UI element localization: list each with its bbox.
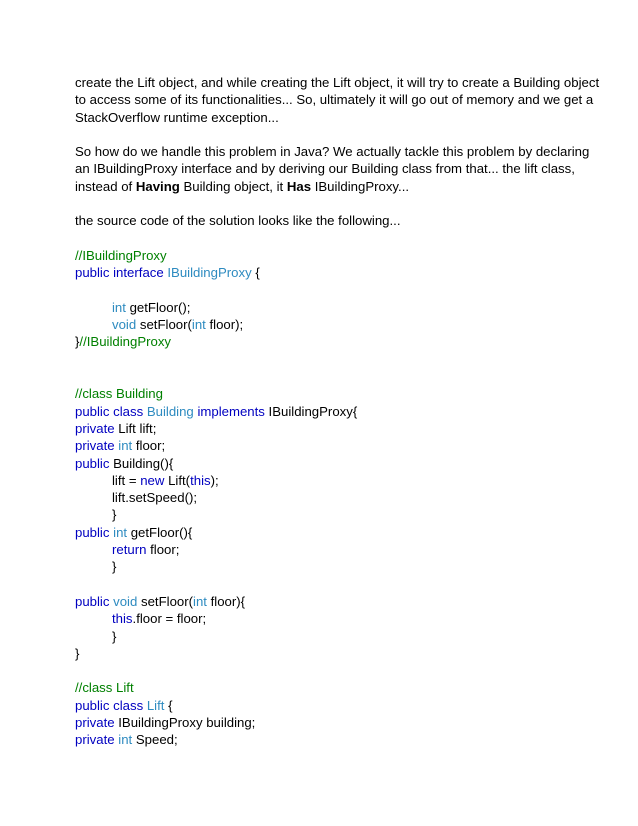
code-line: } [75, 645, 80, 661]
text-line [75, 178, 595, 195]
code-line: lift.setSpeed(); [112, 490, 198, 506]
code-comment: //class Lift [75, 680, 134, 696]
code-line [75, 714, 595, 731]
type-name: Building [146, 403, 194, 419]
code-comment: //IBuildingProxy [79, 334, 172, 350]
code-text: } [75, 334, 80, 350]
code-line [75, 455, 595, 472]
keyword: public class [75, 697, 147, 713]
text-span: Building object, it [179, 178, 287, 194]
code-text: Building(){ [109, 455, 174, 471]
code-block-lift [75, 679, 595, 748]
text-line: create the Lift object, and while creating the Lift object, it will try to create a Building object [75, 75, 600, 90]
code-text: floor); [205, 317, 244, 333]
code-text: getFloor(); [125, 299, 191, 315]
keyword: public class [75, 403, 147, 419]
type-name: int [114, 732, 133, 748]
code-line [75, 524, 595, 541]
code-text: getFloor(){ [127, 524, 193, 540]
keyword: return [112, 542, 147, 558]
keyword: implements [193, 403, 269, 419]
code-text: Speed; [132, 732, 178, 748]
keyword: this [112, 611, 133, 627]
code-text: IBuildingProxy building; [114, 714, 256, 730]
keyword: public [75, 593, 110, 609]
code-line [75, 333, 595, 350]
text-span: instead of [75, 178, 136, 194]
type-name: void [112, 317, 137, 333]
code-text: floor; [132, 438, 166, 454]
code-text: Lift lift; [114, 420, 157, 436]
code-text: .floor = floor; [132, 611, 207, 627]
keyword: this [190, 472, 211, 488]
code-line [75, 299, 595, 316]
code-text: setFloor( [136, 317, 192, 333]
code-line [75, 403, 595, 420]
code-block-interface [75, 247, 595, 351]
code-line: } [112, 559, 117, 575]
type-name: IBuildingProxy [167, 265, 252, 281]
code-text: { [251, 265, 260, 281]
code-line: } [112, 628, 117, 644]
code-line [75, 610, 595, 627]
text-span: IBuildingProxy... [311, 178, 410, 194]
code-line [75, 420, 595, 437]
type-name: int [193, 593, 207, 609]
type-name: int [109, 524, 128, 540]
keyword: private [75, 438, 115, 454]
code-comment: //class Building [75, 386, 163, 402]
keyword: new [140, 472, 165, 488]
code-comment: //IBuildingProxy [75, 247, 167, 263]
code-text: floor){ [206, 593, 246, 609]
type-name: Lift [146, 697, 165, 713]
keyword: private [75, 714, 115, 730]
type-name: int [114, 438, 133, 454]
code-line [75, 316, 595, 333]
code-text: IBuildingProxy{ [268, 403, 358, 419]
code-line [75, 264, 595, 281]
bold-has: Has [286, 178, 312, 194]
type-name: void [109, 593, 138, 609]
code-block-building [75, 385, 595, 662]
keyword: public interface [75, 265, 168, 281]
keyword: public [75, 455, 110, 471]
bold-having: Having [135, 178, 180, 194]
code-text: setFloor( [137, 593, 194, 609]
code-line [75, 697, 595, 714]
paragraph-stackoverflow [75, 74, 600, 126]
code-text: lift = [112, 472, 141, 488]
code-line [75, 593, 595, 610]
paragraph-solution [75, 143, 595, 195]
keyword: private [75, 732, 115, 748]
code-text: Lift( [164, 472, 191, 488]
document-page [75, 74, 600, 749]
code-line [75, 731, 595, 748]
text-line: to access some of its functionalities... So, ultimately it will go out of memory and we get a [75, 92, 594, 108]
type-name: int [112, 299, 126, 315]
type-name: int [191, 317, 206, 333]
text-line: So how do we handle this problem in Java? We actually tackle this problem by declaring [75, 144, 590, 160]
code-line: } [112, 507, 117, 523]
keyword: public [75, 524, 110, 540]
code-line [75, 437, 595, 454]
paragraph-source-intro: the source code of the solution looks like the following... [75, 213, 401, 229]
code-text: { [164, 697, 173, 713]
text-line: an IBuildingProxy interface and by deriving our Building class from that... the lift class, [75, 161, 575, 177]
text-line: StackOverflow runtime exception... [75, 109, 279, 125]
code-text: floor; [146, 542, 180, 558]
code-text: ); [210, 472, 219, 488]
code-line [75, 472, 595, 489]
keyword: private [75, 420, 115, 436]
code-line [75, 541, 595, 558]
